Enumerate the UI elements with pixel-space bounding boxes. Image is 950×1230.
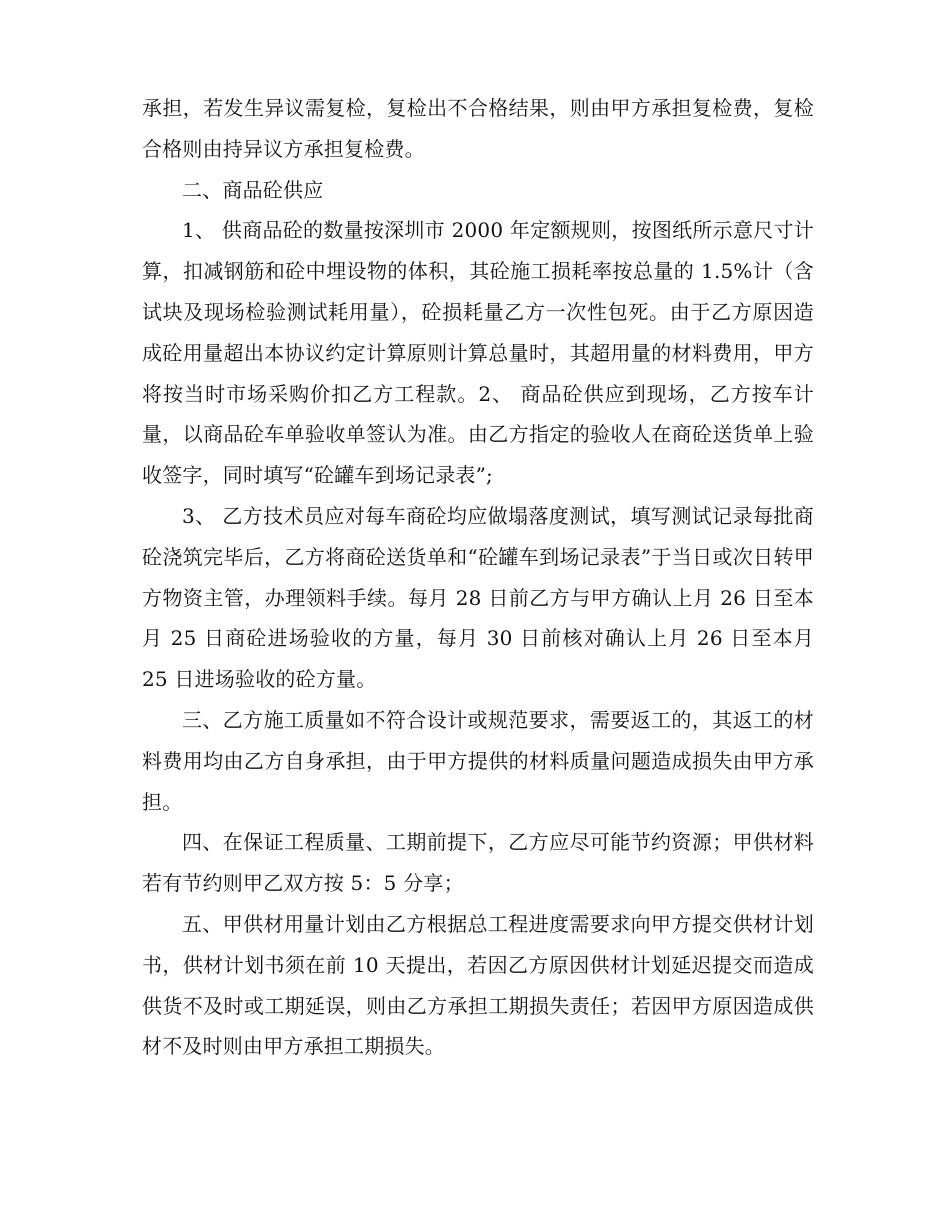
- document-body: [142, 88, 814, 1067]
- section-heading-concrete-supply: 二、商品砼供应: [182, 177, 324, 202]
- clause-3-slump-test: 3、 乙方技术员应对每车商砼均应做塌落度测试，填写测试记录每批商砼浇筑完毕后，乙方将商砼送货单和“砼罐车到场记录表”于当日或次日转甲方物资主管，办理领料手续。每月 28 日前乙方与甲方确认上月 26 日至本月 25 日商砼进场验收的方量，每月 30 日前核对确认上月 26 日至本月 25 日进场验收的砼方量。: [142, 503, 814, 692]
- section-three-quality: 三、乙方施工质量如不符合设计或规范要求，需要返工的，其返工的材料费用均由乙方自身承担，由于甲方提供的材料质量问题造成损失由甲方承担。: [142, 707, 814, 814]
- clause-1-concrete-quantity: 1、 供商品砼的数量按深圳市 2000 年定额规则，按图纸所示意尺寸计算，扣减钢筋和砼中埋设物的体积，其砼施工损耗率按总量的 1.5%计（含试块及现场检验测试耗用量），砼损耗量乙方一次性包死。由于乙方原因造成砼用量超出本协议约定计算原则计算总量时，其超用量的材料费用，甲方将按当时市场采购价扣乙方工程款。2、 商品砼供应到现场，乙方按车计量，以商品砼车单验收单签认为准。由乙方指定的验收人在商砼送货单上验收签字，同时填写“砼罐车到场记录表”;: [142, 218, 814, 488]
- section-five-material-plan: 五、甲供材用量计划由乙方根据总工程进度需要求向甲方提交供材计划书，供材计划书须在前 10 天提出，若因乙方原因供材计划延迟提交而造成供货不及时或工期延误，则由乙方承担工期损失责任；若因甲方原因造成供材不及时则由甲方承担工期损失。: [142, 911, 814, 1059]
- section-four-saving: 四、在保证工程质量、工期前提下，乙方应尽可能节约资源；甲供材料若有节约则甲乙双方按 5：5 分享；: [142, 830, 814, 896]
- paragraph-continuation: 承担，若发生异议需复检，复检出不合格结果，则由甲方承担复检费，复检合格则由持异议方承担复检费。: [142, 96, 814, 161]
